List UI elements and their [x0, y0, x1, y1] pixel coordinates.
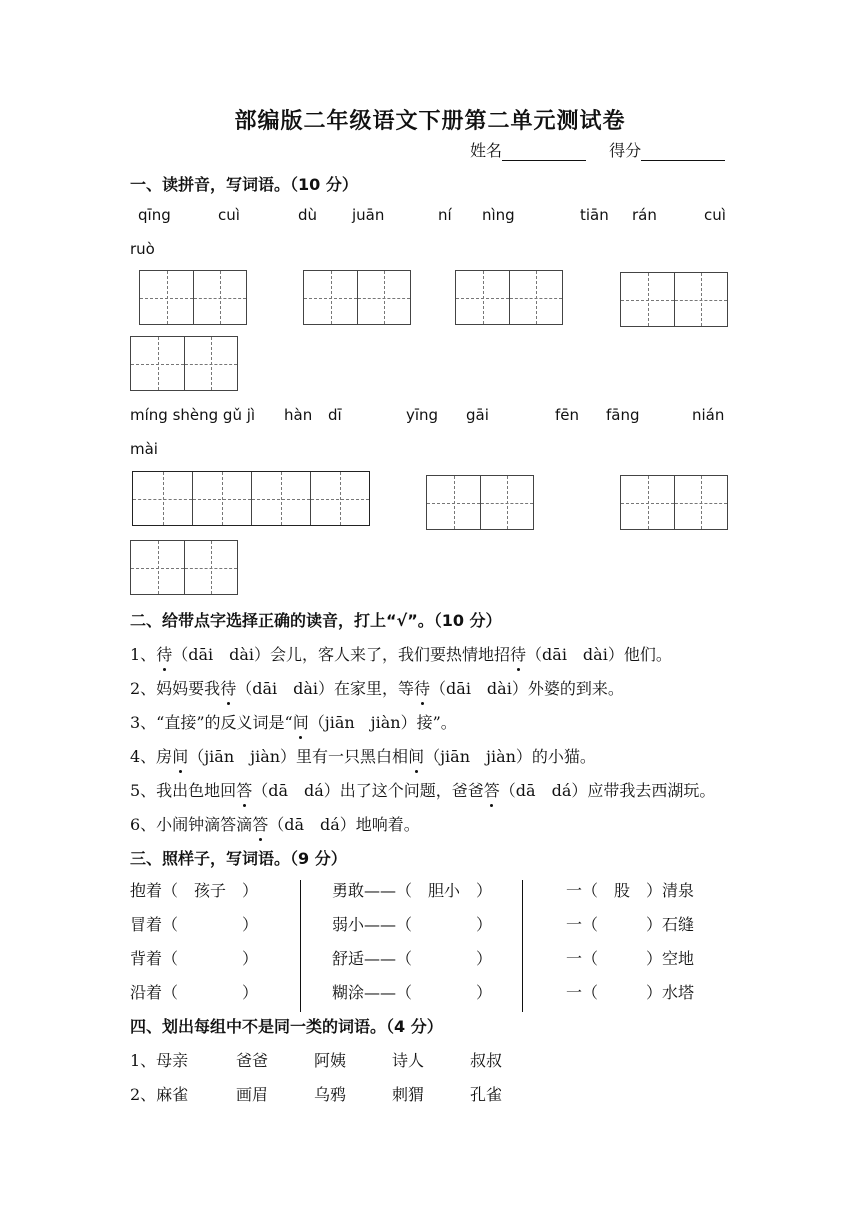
pinyin: nìng [482, 206, 515, 224]
section2-heading: 二、给带点字选择正确的读音，打上“√”。（10 分） [130, 611, 502, 630]
word[interactable]: 诗人 [392, 1051, 425, 1070]
question-item: 6、小闹钟滴答滴答（dā dá）地响着。 [130, 812, 420, 835]
pinyin: mài [130, 440, 158, 458]
section1-heading: 一、读拼音，写词语。（10 分） [130, 175, 358, 194]
measure-word: 一（ ）水塔 [566, 983, 695, 1002]
tianzige-box[interactable] [455, 270, 563, 325]
antonym-pair: 舒适——（ ） [332, 949, 493, 968]
pinyin: cuì [704, 206, 726, 224]
pinyin: ní [438, 206, 452, 224]
antonym-pair: 糊涂——（ ） [332, 983, 493, 1002]
name-score-bar [470, 138, 725, 161]
word-pair: 冒着（ ） [130, 915, 259, 934]
tianzige-box[interactable] [620, 475, 728, 530]
pinyin: dī [328, 406, 342, 424]
name-label: 姓名 [470, 141, 503, 160]
word[interactable]: 阿姨 [314, 1051, 347, 1070]
pinyin: qīng [138, 206, 171, 224]
antonym-pair: 弱小——（ ） [332, 915, 493, 934]
word[interactable]: 爸爸 [236, 1051, 269, 1070]
pinyin: rán [632, 206, 657, 224]
word[interactable]: 叔叔 [470, 1051, 503, 1070]
question-item: 2、妈妈要我待（dāi dài）在家里，等待（dāi dài）外婆的到来。 [130, 676, 624, 699]
tianzige-box[interactable] [303, 270, 411, 325]
word[interactable]: 1、母亲 [130, 1051, 189, 1070]
pinyin: tiān [580, 206, 609, 224]
pinyin: yīng [406, 406, 439, 424]
tianzige-box[interactable] [426, 475, 534, 530]
question-item: 3、“直接”的反义词是“间（jiān jiàn）接”。 [130, 710, 457, 733]
question-item: 1、待（dāi dài）会儿，客人来了，我们要热情地招待（dāi dài）他们。 [130, 642, 672, 665]
measure-word: 一（ ）石缝 [566, 915, 695, 934]
section4-heading: 四、划出每组中不是同一类的词语。（4 分） [130, 1017, 443, 1036]
tianzige-box[interactable] [130, 336, 238, 391]
pinyin: nián [692, 406, 725, 424]
section3-heading: 三、照样子，写词语。（9 分） [130, 849, 347, 868]
tianzige-box[interactable] [130, 540, 238, 595]
word-pair: 抱着（ 孩子 ） [130, 881, 259, 900]
word-pair: 沿着（ ） [130, 983, 259, 1002]
column-divider [300, 880, 301, 1012]
pinyin: dù [298, 206, 318, 224]
word-pair: 背着（ ） [130, 949, 259, 968]
pinyin: ruò [130, 240, 155, 258]
pinyin: hàn [284, 406, 313, 424]
question-item: 4、房间（jiān jiàn）里有一只黑白相间（jiān jiàn）的小猫。 [130, 744, 596, 767]
measure-word: 一（ ）空地 [566, 949, 695, 968]
antonym-pair: 勇敢——（ 胆小 ） [332, 881, 493, 900]
pinyin: fēn [555, 406, 580, 424]
name-blank[interactable] [502, 144, 586, 161]
word[interactable]: 画眉 [236, 1085, 269, 1104]
measure-word: 一（ 股 ）清泉 [566, 881, 695, 900]
tianzige-box[interactable] [620, 272, 728, 327]
word[interactable]: 乌鸦 [314, 1085, 347, 1104]
score-label: 得分 [609, 141, 642, 160]
word[interactable]: 孔雀 [470, 1085, 503, 1104]
word[interactable]: 刺猬 [392, 1085, 425, 1104]
pinyin: gāi [466, 406, 489, 424]
pinyin: juān [352, 206, 385, 224]
pinyin: fāng [606, 406, 640, 424]
pinyin: cuì [218, 206, 240, 224]
score-blank[interactable] [641, 144, 725, 161]
pinyin: míng shèng gǔ jì [130, 406, 256, 424]
question-item: 5、我出色地回答（dā dá）出了这个问题，爸爸答（dā dá）应带我去西湖玩。 [130, 778, 715, 801]
tianzige-box-4[interactable] [132, 471, 370, 526]
column-divider [522, 880, 523, 1012]
tianzige-box[interactable] [139, 270, 247, 325]
page-title: 部编版二年级语文下册第二单元测试卷 [234, 109, 626, 134]
word[interactable]: 2、麻雀 [130, 1085, 189, 1104]
